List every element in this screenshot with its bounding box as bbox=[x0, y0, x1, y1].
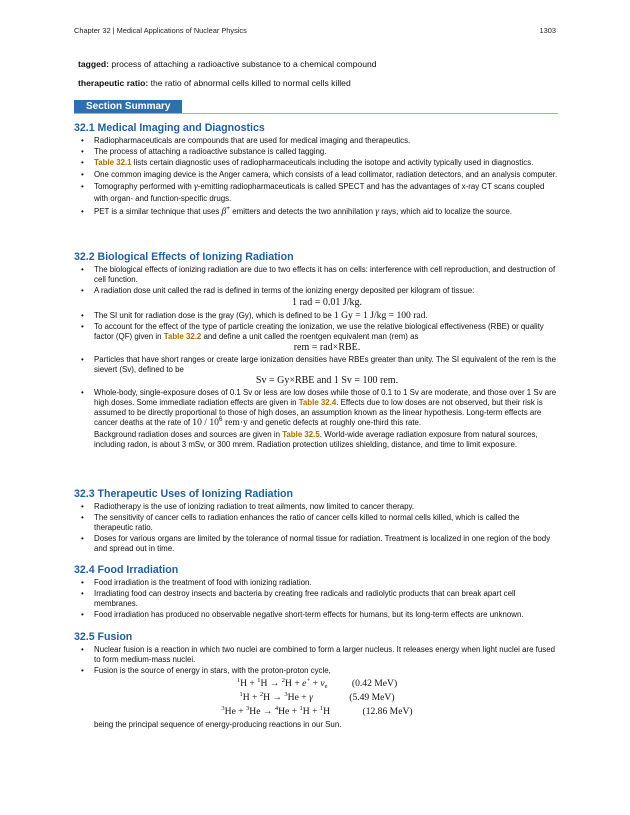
glossary-definition: process of attaching a radioactive substance to a chemical compound bbox=[111, 59, 377, 69]
section-summary-banner bbox=[74, 100, 558, 114]
glossary-term: tagged: bbox=[78, 59, 110, 69]
list-item: • PET is a similar technique that uses β+ emitters and detects the two annihilation γ rays, which aid to localize the source. bbox=[94, 206, 560, 218]
bullet-list bbox=[74, 136, 560, 218]
section-32-3 bbox=[74, 488, 560, 555]
table-link[interactable]: Table 32.4 bbox=[298, 397, 337, 407]
table-link[interactable]: Table 32.1 bbox=[94, 158, 132, 168]
list-item: • Table 32.1 lists certain diagnostic uses of radiopharmaceuticals including the isotope and activity typically used in diagnostics. bbox=[94, 158, 560, 168]
reaction-energy: (5.49 MeV) bbox=[349, 692, 395, 704]
bullet-list bbox=[74, 502, 560, 553]
section-32-4 bbox=[74, 564, 560, 621]
page-header bbox=[74, 26, 556, 35]
table-link[interactable]: Table 32.2 bbox=[163, 331, 202, 341]
fusion-reaction-3: $^3$He + $^3$He → $^4$He + $^1$H + $^1$H (12.86 MeV) bbox=[221, 705, 413, 718]
list-item: • Radiotherapy is the use of ionizing radiation to treat ailments, now limited to cancer therapy. bbox=[94, 502, 560, 512]
list-item: • Particles that have short ranges or create large ionization densities have RBEs greater than unity. The SI equivalent of the rem is the sievert (Sv), defined to be Sv = Gy×RBE and 1 Sv = 100 rem. bbox=[94, 355, 560, 386]
list-item: • A radiation dose unit called the rad is defined in terms of the ionizing energy deposited per kilogram of tissue: 1 rad = 0.01 J/kg. bbox=[94, 286, 560, 308]
reaction-energy: (12.86 MeV) bbox=[362, 706, 413, 718]
list-item: • Nuclear fusion is a reaction in which two nuclei are combined to form a larger nucleus. It releases energy when light nuclei are fused to form medium-mass nuclei. bbox=[94, 645, 560, 664]
glossary-entry bbox=[78, 78, 351, 88]
list-item: Background radiation doses and sources are given in Table 32.5. World-wide average radiation exposure from natural sources, including radon, is about 3 mSv, or 300 mrem. Radiation protection utilizes shielding, distance, and time to limit exposure. bbox=[94, 430, 538, 449]
section-heading: 32.5 Fusion bbox=[74, 631, 133, 643]
closing-sentence: being the principal sequence of energy-producing reactions in our Sun. bbox=[94, 720, 342, 730]
list-item: • The sensitivity of cancer cells to radiation enhances the ratio of cancer cells killed to normal cells killed, which is called the therapeutic ratio. bbox=[94, 513, 560, 532]
bullet-list bbox=[74, 645, 560, 675]
list-item: • Food irradiation has produced no observable negative short-term effects for humans, but its long-term effects are unknown. bbox=[94, 610, 560, 620]
section-summary-label: Section Summary bbox=[74, 100, 182, 114]
reaction-energy: (0.42 MeV) bbox=[351, 678, 398, 690]
section-32-2 bbox=[74, 251, 560, 451]
list-item: • Radiopharmaceuticals are compounds that are used for medical imaging and therapeutics. bbox=[94, 136, 560, 146]
list-item: • To account for the effect of the type of particle creating the ionization, we use the relative biological effectiveness (RBE) or quality factor (QF) given in Table 32.2 and define a unit called the roentgen equivalent man (rem) as rem = rad×RBE. bbox=[94, 322, 560, 353]
fusion-reaction-1: $^1H + ^1H \to ^2H + e^+ + \nu_e$ (0.42 MeV) bbox=[236, 677, 398, 691]
list-item: • Tomography performed with γ-emitting radiopharmaceuticals is called SPECT and has the advantages of x-ray CT scans coupled with organ- and function-specific drugs. bbox=[94, 181, 560, 205]
glossary-entry bbox=[78, 59, 377, 69]
bullet-list bbox=[74, 265, 560, 449]
list-item: • Whole-body, single-exposure doses of 0.1 Sv or less are low doses while those of 0.1 to 1 Sv are moderate, and those over 1 Sv are high doses. Some immediate radiation effects are given in Table 32.4. Effects due to low doses are not observed, but their risk is assumed to be directly proportional to those of high doses, an assumption known as the linear hypothesis. Long-term effects are cancer deaths at the rate of $10 / 10^6$ rem·y and genetic defects at roughly one-third this rate. bbox=[94, 388, 560, 429]
list-item: • Food irradiation is the treatment of food with ionizing radiation. bbox=[94, 578, 560, 588]
equation: Sv = Gy×RBE and 1 Sv = 100 rem. bbox=[255, 375, 399, 387]
equation: 1 rad = 0.01 J/kg. bbox=[291, 297, 363, 309]
list-item: • The process of attaching a radioactive substance is called tagging. bbox=[94, 147, 560, 157]
section-heading: 32.1 Medical Imaging and Diagnostics bbox=[74, 122, 265, 134]
fusion-reaction-2: $^1$H + $^2$H → $^3$He + γ (5.49 MeV) bbox=[239, 691, 395, 704]
section-heading: 32.2 Biological Effects of Ionizing Radiation bbox=[74, 251, 294, 263]
bullet-list bbox=[74, 578, 560, 620]
glossary-definition: the ratio of abnormal cells killed to normal cells killed bbox=[150, 78, 351, 88]
list-item: • The SI unit for radiation dose is the gray (Gy), which is defined to be 1 Gy = 1 J/kg = 100 rad. bbox=[94, 311, 560, 321]
section-summary-rule bbox=[74, 113, 558, 115]
list-item: • The biological effects of ionizing radiation are due to two effects it has on cells: interference with cell reproduction, and destruction of cell function. bbox=[94, 265, 560, 284]
equation: rem = rad×RBE. bbox=[293, 342, 361, 354]
section-32-5 bbox=[74, 631, 560, 729]
chapter-title: Chapter 32 | Medical Applications of Nuclear Physics bbox=[74, 26, 247, 35]
table-link[interactable]: Table 32.5 bbox=[282, 430, 320, 440]
page-number: 1303 bbox=[539, 26, 556, 35]
section-heading: 32.3 Therapeutic Uses of Ionizing Radiation bbox=[74, 488, 293, 500]
list-item: • Irradiating food can destroy insects and bacteria by creating free radicals and radiolytic products that can break apart cell membranes. bbox=[94, 589, 560, 608]
section-heading: 32.4 Food Irradiation bbox=[74, 564, 179, 576]
section-32-1 bbox=[74, 122, 560, 220]
list-item: • One common imaging device is the Anger camera, which consists of a lead collimator, radiation detectors, and an analysis computer. bbox=[94, 170, 560, 180]
list-item: • Fusion is the source of energy in stars, with the proton-proton cycle, bbox=[94, 666, 560, 676]
list-item: • Doses for various organs are limited by the tolerance of normal tissue for radiation. Treatment is localized in one region of the body and spread out in time. bbox=[94, 534, 560, 553]
glossary-term: therapeutic ratio: bbox=[78, 78, 149, 88]
